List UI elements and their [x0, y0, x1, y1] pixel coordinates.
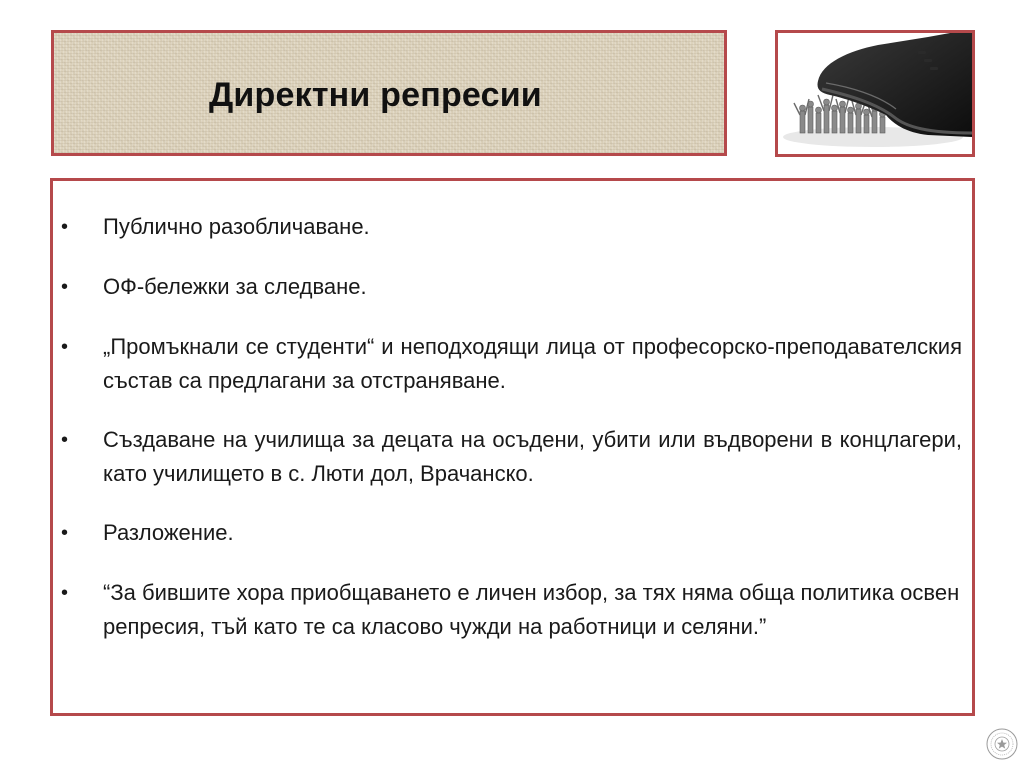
list-item-text: Създаване на училища за децата на осъдени, убити или въдворени в концлагери, като училището в с. Люти дол, Врачанско. [103, 427, 962, 486]
slide-title: Директни репресии [209, 76, 542, 114]
list-item [53, 330, 972, 398]
illustration-frame [775, 30, 975, 157]
bullet-marker: • [61, 582, 69, 604]
list-item-text: „Промъкнали се студенти“ и неподходящи лица от професорско-преподавателския състав са предлагани за отстраняване. [103, 334, 962, 393]
list-item [53, 516, 972, 550]
list-item-text: Разложение. [103, 520, 234, 545]
list-item [53, 270, 972, 304]
bullet-marker: • [61, 336, 69, 358]
list-item-text: Публично разобличаване. [103, 214, 370, 239]
boot-crushing-people-image [778, 33, 972, 154]
bullet-marker: • [61, 216, 69, 238]
bullet-marker: • [61, 522, 69, 544]
bullet-list [53, 210, 972, 644]
list-item [53, 576, 972, 644]
list-item-text: ОФ-бележки за следване. [103, 274, 367, 299]
bullet-marker: • [61, 429, 69, 451]
content-panel [50, 178, 975, 716]
list-item [53, 210, 972, 244]
list-item [53, 423, 972, 491]
university-seal-icon [986, 728, 1018, 760]
bullet-marker: • [61, 276, 69, 298]
list-item-text: “За бившите хора приобщаването е личен избор, за тях няма обща политика освен репресия, тъй като те са класово чужди на работници и селяни.” [103, 580, 960, 639]
title-panel [51, 30, 727, 156]
